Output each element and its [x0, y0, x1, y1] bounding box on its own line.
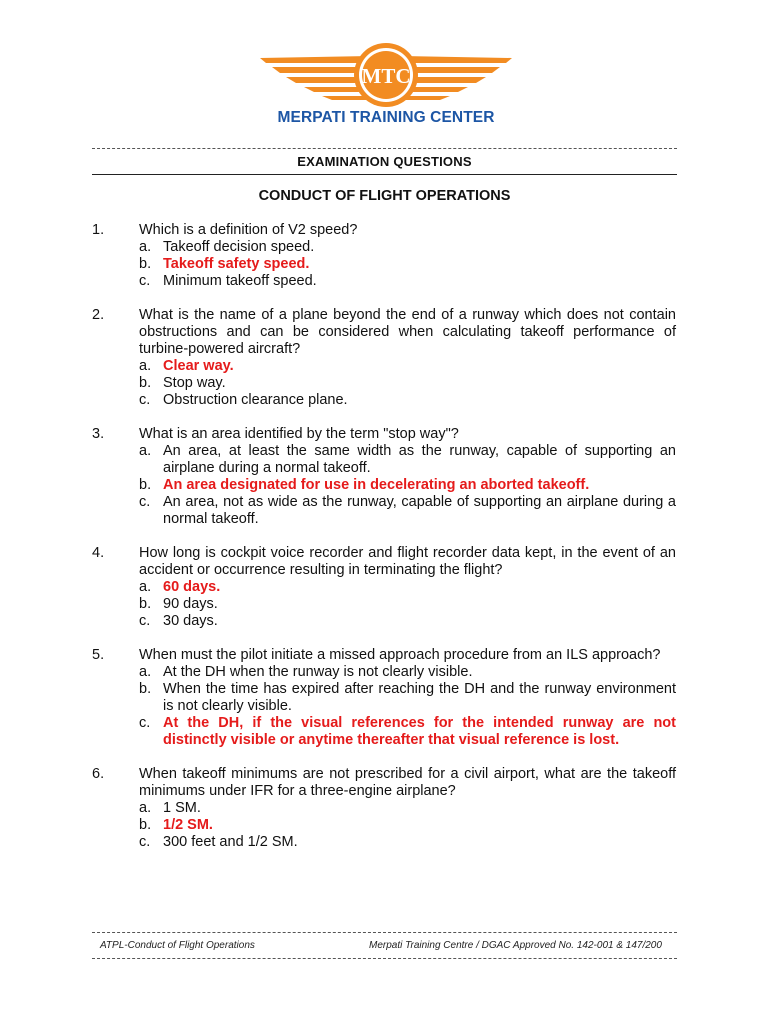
question-number: 1. [92, 222, 105, 238]
question-number: 4. [92, 545, 105, 561]
option-letter: c. [139, 613, 151, 629]
question-item [92, 647, 676, 749]
option-letter: a. [139, 239, 152, 255]
correct-answer-text: 60 days. [163, 579, 221, 595]
option-text: When the time has expired after reaching the DH and the runway environment is not clearly visible. [163, 681, 676, 714]
answer-option [139, 273, 676, 290]
question-text: What is the name of a plane beyond the end of a runway which does not contain obstructions and can be considered when calculating takeoff performance of turbine-powered aircraft? [139, 307, 676, 357]
organization-name: MERPATI TRAINING CENTER [277, 109, 495, 126]
answer-option [139, 834, 676, 851]
answer-option [139, 256, 676, 273]
question-item [92, 222, 676, 290]
option-letter: a. [139, 800, 152, 816]
correct-answer-text: An area designated for use in decelerating an aborted takeoff. [163, 477, 590, 493]
option-text: An area, at least the same width as the runway, capable of supporting an airplane during a normal takeoff. [163, 443, 676, 476]
option-text: 30 days. [163, 613, 218, 629]
option-text: 90 days. [163, 596, 218, 612]
correct-answer-text: 1/2 SM. [163, 817, 213, 833]
header-divider-dotted [92, 148, 677, 149]
option-letter: c. [139, 494, 151, 510]
option-letter: b. [139, 256, 152, 272]
option-text: 300 feet and 1/2 SM. [163, 834, 298, 850]
footer-right: Merpati Training Centre / DGAC Approved No. 142-001 & 147/200 [369, 940, 662, 951]
question-text: How long is cockpit voice recorder and flight recorder data kept, in the event of an accident or occurrence resulting in terminating the flight? [139, 545, 676, 578]
footer-left: ATPL-Conduct of Flight Operations [100, 940, 255, 951]
option-letter: c. [139, 392, 151, 408]
answer-option [139, 477, 676, 494]
question-item [92, 307, 676, 409]
section-heading: EXAMINATION QUESTIONS [297, 154, 472, 169]
correct-answer-text: Takeoff safety speed. [163, 256, 310, 272]
answer-option [139, 375, 676, 392]
option-letter: a. [139, 579, 152, 595]
question-text: What is an area identified by the term "stop way"? [139, 426, 459, 442]
question-number: 6. [92, 766, 105, 782]
answer-option [139, 715, 676, 749]
header-logo [252, 40, 520, 140]
correct-answer-text: At the DH, if the visual references for the intended runway are not distinctly visible or anytime thereafter that visual reference is lost. [163, 715, 676, 748]
answer-option [139, 443, 676, 477]
answer-option [139, 800, 676, 817]
option-letter: b. [139, 477, 152, 493]
answer-option [139, 817, 676, 834]
question-item [92, 766, 676, 851]
answer-option [139, 596, 676, 613]
answer-option [139, 358, 676, 375]
option-letter: a. [139, 358, 152, 374]
option-letter: b. [139, 681, 152, 697]
question-list [92, 222, 676, 868]
question-number: 3. [92, 426, 105, 442]
option-letter: a. [139, 664, 152, 680]
option-text: Stop way. [163, 375, 226, 391]
document-title: CONDUCT OF FLIGHT OPERATIONS [258, 188, 511, 204]
header-divider-solid [92, 174, 677, 175]
option-text: An area, not as wide as the runway, capable of supporting an airplane during a normal takeoff. [163, 494, 676, 527]
answer-option [139, 579, 676, 596]
question-text: When takeoff minimums are not prescribed for a civil airport, what are the takeoff minimums under IFR for a three-engine airplane? [139, 766, 676, 799]
logo-monogram: MTC [361, 64, 411, 88]
answer-option [139, 664, 676, 681]
option-letter: b. [139, 817, 152, 833]
option-text: Minimum takeoff speed. [163, 273, 317, 289]
question-number: 2. [92, 307, 105, 323]
question-item [92, 545, 676, 630]
correct-answer-text: Clear way. [163, 358, 234, 374]
option-text: 1 SM. [163, 800, 201, 816]
footer-divider-bottom [92, 958, 677, 959]
question-number: 5. [92, 647, 105, 663]
option-text: Obstruction clearance plane. [163, 392, 348, 408]
option-letter: c. [139, 834, 151, 850]
option-letter: a. [139, 443, 152, 459]
question-item [92, 426, 676, 528]
question-text: When must the pilot initiate a missed approach procedure from an ILS approach? [139, 647, 661, 663]
answer-option [139, 239, 676, 256]
option-letter: c. [139, 715, 151, 731]
option-text: Takeoff decision speed. [163, 239, 315, 255]
answer-option [139, 494, 676, 528]
option-text: At the DH when the runway is not clearly visible. [163, 664, 473, 680]
winged-emblem-icon [252, 40, 520, 110]
footer-divider-top [92, 932, 677, 933]
option-letter: b. [139, 596, 152, 612]
option-letter: c. [139, 273, 151, 289]
answer-option [139, 681, 676, 715]
question-text: Which is a definition of V2 speed? [139, 222, 358, 238]
answer-option [139, 392, 676, 409]
answer-option [139, 613, 676, 630]
option-letter: b. [139, 375, 152, 391]
